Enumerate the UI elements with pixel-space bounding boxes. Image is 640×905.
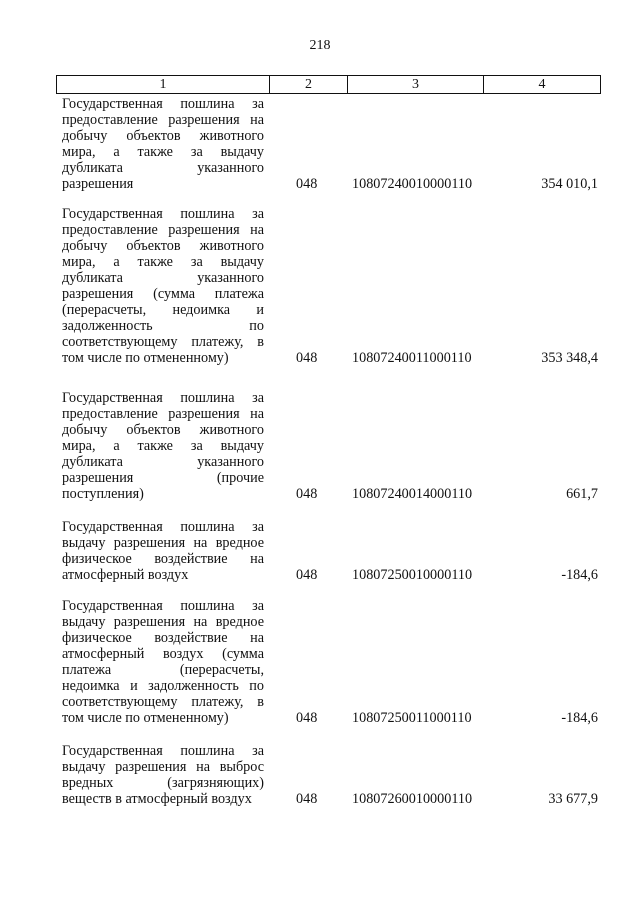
row-admin-code: 048	[296, 567, 318, 583]
row-admin-code: 048	[296, 710, 318, 726]
row-name-line: атмосферный воздух (сумма	[62, 646, 264, 662]
row-admin-code: 048	[296, 176, 318, 192]
header-col-1: 1	[57, 76, 270, 93]
row-amount: 33 677,9	[548, 791, 598, 807]
row-name-line: недоимка и задолженность по	[62, 678, 264, 694]
row-name-line: том числе по отмененному)	[62, 350, 229, 366]
row-name-line: предоставление разрешения на	[62, 222, 264, 238]
row-name	[62, 519, 264, 583]
row-name-line: соответствующему платежу, в	[62, 334, 264, 350]
row-name-line: предоставление разрешения на	[62, 112, 264, 128]
row-name-line: физическое воздействие на	[62, 630, 264, 646]
row-name-line: Государственная пошлина за	[62, 743, 264, 759]
row-name-line: (перерасчеты, недоимка и	[62, 302, 264, 318]
row-name	[62, 206, 264, 366]
row-name-line: поступления)	[62, 486, 144, 502]
row-name-line: добычу объектов животного	[62, 422, 264, 438]
row-name-line: дубликата указанного	[62, 160, 264, 176]
row-name-line: мира, а также за выдачу	[62, 438, 264, 454]
row-name-line: задолженность по	[62, 318, 264, 334]
row-name-line: соответствующему платежу, в	[62, 694, 264, 710]
row-amount: -184,6	[561, 567, 598, 583]
row-name-line: разрешения (прочие	[62, 470, 264, 486]
row-name-line: дубликата указанного	[62, 454, 264, 470]
row-name-line: добычу объектов животного	[62, 238, 264, 254]
row-name-line: Государственная пошлина за	[62, 390, 264, 406]
row-name-line: вредных (загрязняющих)	[62, 775, 264, 791]
page-number: 218	[309, 38, 331, 53]
row-name-line: платежа (перерасчеты,	[62, 662, 264, 678]
row-name	[62, 743, 264, 807]
row-name-line: мира, а также за выдачу	[62, 144, 264, 160]
row-classification-code: 10807240011000110	[352, 350, 472, 366]
row-classification-code: 10807240014000110	[352, 486, 473, 502]
row-name-line: Государственная пошлина за	[62, 206, 264, 222]
row-name-line: выдачу разрешения на выброс	[62, 759, 264, 775]
row-name-line: разрешения (сумма платежа	[62, 286, 264, 302]
row-amount: 354 010,1	[541, 176, 598, 192]
row-amount: 353 348,4	[541, 350, 598, 366]
row-name-line: Государственная пошлина за	[62, 519, 264, 535]
row-amount: -184,6	[561, 710, 598, 726]
row-classification-code: 10807250011000110	[352, 710, 472, 726]
row-name	[62, 96, 264, 192]
row-name-line: дубликата указанного	[62, 270, 264, 286]
row-name	[62, 598, 264, 726]
row-name-line: Государственная пошлина за	[62, 96, 264, 112]
row-name-line: разрешения	[62, 176, 134, 192]
row-name-line: веществ в атмосферный воздух	[62, 791, 252, 807]
table-header	[56, 75, 601, 94]
row-classification-code: 10807260010000110	[352, 791, 473, 807]
row-name-line: физическое воздействие на	[62, 551, 264, 567]
row-name-line: предоставление разрешения на	[62, 406, 264, 422]
row-classification-code: 10807250010000110	[352, 567, 473, 583]
row-name-line: мира, а также за выдачу	[62, 254, 264, 270]
row-name-line: добычу объектов животного	[62, 128, 264, 144]
row-admin-code: 048	[296, 350, 318, 366]
header-col-3: 3	[348, 76, 484, 93]
row-classification-code: 10807240010000110	[352, 176, 473, 192]
row-amount: 661,7	[566, 486, 598, 502]
row-admin-code: 048	[296, 486, 318, 502]
row-name	[62, 390, 264, 502]
header-col-4: 4	[538, 77, 546, 92]
header-col-2: 2	[270, 76, 348, 93]
row-admin-code: 048	[296, 791, 318, 807]
row-name-line: Государственная пошлина за	[62, 598, 264, 614]
row-name-line: выдачу разрешения на вредное	[62, 614, 264, 630]
row-name-line: том числе по отмененному)	[62, 710, 229, 726]
row-name-line: атмосферный воздух	[62, 567, 189, 583]
row-name-line: выдачу разрешения на вредное	[62, 535, 264, 551]
